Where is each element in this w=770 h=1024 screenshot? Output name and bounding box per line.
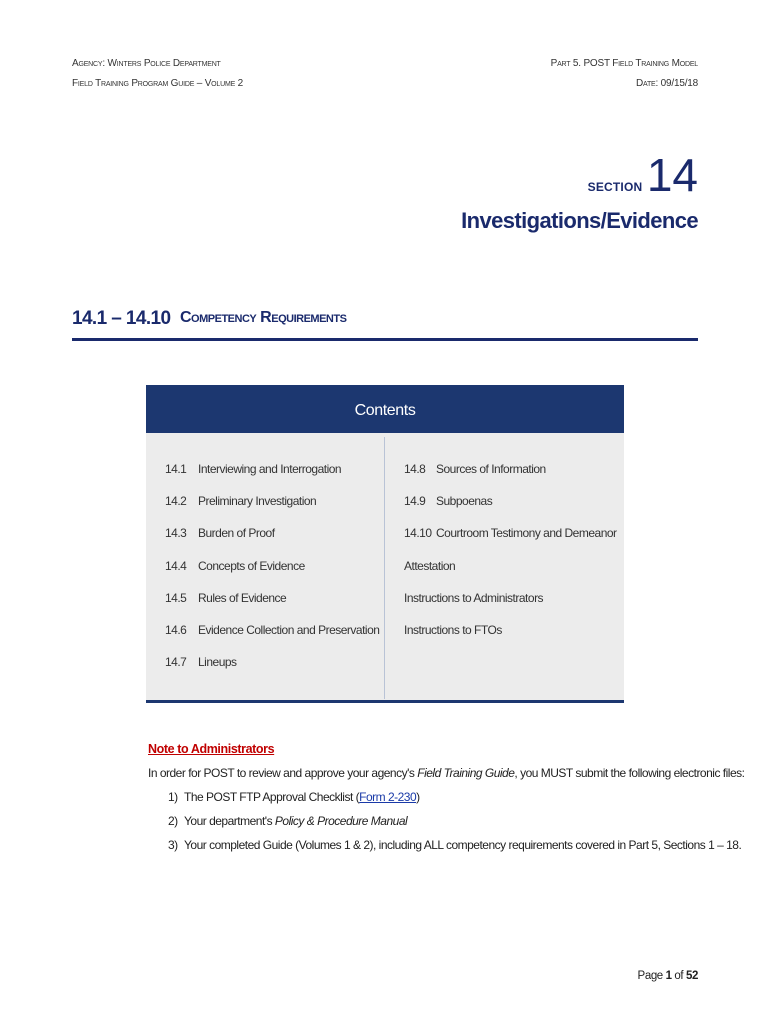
agency-name: Winters Police Department (107, 58, 221, 69)
toc-number: 14.4 (165, 559, 187, 573)
date-line (636, 78, 698, 89)
toc-label: Preliminary Investigation (198, 494, 317, 508)
toc-label: Lineups (198, 655, 237, 669)
toc-label: Rules of Evidence (198, 591, 287, 605)
competency-title: Competency Requirements (180, 309, 347, 326)
contents-box (146, 385, 624, 703)
contents-heading: Contents (146, 385, 624, 433)
page-label: Page (637, 970, 663, 982)
page-number (638, 970, 698, 982)
list-text-end: ) (416, 790, 420, 804)
toc-item[interactable] (404, 494, 492, 508)
note-intro-text: In order for POST to review and approve your agency's (148, 766, 418, 780)
note-title: Note to Administrators (148, 742, 275, 756)
toc-number: 14.8 (404, 462, 426, 476)
agency-line (72, 58, 221, 69)
toc-item[interactable] (404, 623, 502, 637)
page-of: of (674, 970, 684, 982)
toc-item[interactable] (404, 591, 543, 605)
section-heading (587, 149, 698, 201)
competency-range: 14.1 – 14.10 (72, 308, 171, 329)
note-intro (148, 766, 744, 780)
agency-label: Agency: (72, 58, 105, 69)
toc-number: 14.3 (165, 526, 187, 540)
toc-item[interactable] (165, 526, 275, 540)
page-total: 52 (686, 970, 698, 982)
list-number: 2) (168, 814, 178, 828)
section-number: 14 (646, 149, 698, 201)
note-intro-text-end: , you MUST submit the following electronic files: (514, 766, 745, 780)
toc-item[interactable] (165, 559, 305, 573)
section-divider (72, 338, 698, 341)
section-title: Investigations/Evidence (461, 208, 698, 233)
guide-title: Field Training Program Guide – Volume 2 (72, 78, 243, 89)
toc-number: 14.9 (404, 494, 426, 508)
contents-column-divider (384, 437, 385, 699)
toc-item[interactable] (165, 623, 379, 637)
list-text: The POST FTP Approval Checklist ( (184, 790, 360, 804)
toc-label: Instructions to FTOs (404, 623, 502, 637)
list-emphasis: Policy & Procedure Manual (274, 814, 408, 828)
toc-number: 14.6 (165, 623, 187, 637)
toc-label: Concepts of Evidence (198, 559, 305, 573)
toc-label: Burden of Proof (198, 526, 275, 540)
contents-bottom-rule (146, 700, 624, 703)
toc-number: 14.5 (165, 591, 187, 605)
note-intro-emphasis: Field Training Guide (417, 766, 515, 780)
toc-item[interactable] (404, 559, 455, 573)
toc-label: Evidence Collection and Preservation (198, 623, 380, 637)
date-label: Date: (635, 78, 659, 89)
toc-label: Interviewing and Interrogation (198, 462, 342, 476)
toc-item[interactable] (404, 526, 617, 540)
list-number: 1) (168, 790, 178, 804)
toc-label: Instructions to Administrators (404, 591, 544, 605)
toc-label: Sources of Information (436, 462, 546, 476)
toc-item[interactable] (165, 462, 341, 476)
model-name: POST Field Training Model (583, 58, 698, 69)
list-text: Your completed Guide (Volumes 1 & 2), including ALL competency requirements covered in Part 5, Sections 1 – 18. (184, 838, 742, 852)
date-value: 09/15/18 (660, 78, 698, 89)
toc-number: 14.7 (165, 655, 187, 669)
toc-item[interactable] (165, 494, 316, 508)
toc-label: Subpoenas (436, 494, 493, 508)
list-text: Your department's (184, 814, 275, 828)
page-current: 1 (665, 970, 672, 982)
toc-item[interactable] (404, 462, 546, 476)
toc-item[interactable] (165, 591, 286, 605)
note-list-item (168, 790, 420, 804)
form-link[interactable]: Form 2-230 (359, 790, 417, 804)
toc-item[interactable] (165, 655, 237, 669)
toc-number: 14.2 (165, 494, 187, 508)
section-label: SECTION (587, 180, 643, 194)
toc-label: Courtroom Testimony and Demeanor (436, 526, 617, 540)
list-number: 3) (168, 838, 178, 852)
note-list-item (168, 814, 407, 828)
part-label: Part 5. (550, 58, 581, 69)
part-line (551, 58, 698, 69)
toc-number: 14.10 (404, 526, 432, 540)
note-list-item (168, 838, 741, 852)
toc-label: Attestation (404, 559, 456, 573)
toc-number: 14.1 (165, 462, 187, 476)
